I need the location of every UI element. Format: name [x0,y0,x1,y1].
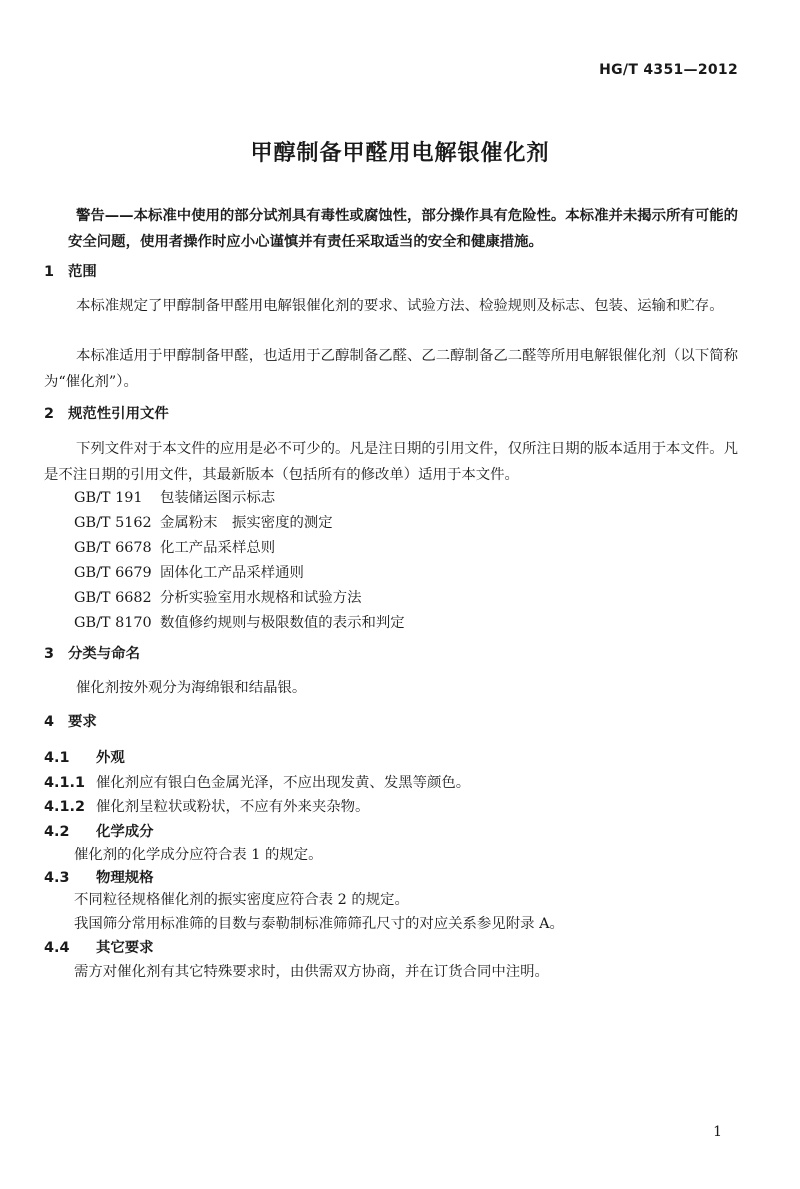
reference-code: GB/T 8170 [74,615,152,631]
clause-title: 外观 [96,750,125,766]
clause-text: 催化剂应有银白色金属光泽，不应出现发黄、发黑等颜色。 [96,775,471,791]
reference-title: 金属粉末 振实密度的测定 [160,515,333,531]
reference-item [74,611,405,632]
clause-number: 4.1 [44,750,70,766]
reference-code: GB/T 6682 [74,590,152,606]
reference-item [74,586,361,607]
reference-code: GB/T 6678 [74,540,152,556]
clause-text: 催化剂的化学成分应符合表 1 的规定。 [74,847,323,863]
paragraph-text: 本标准适用于甲醇制备甲醛，也适用于乙醇制备乙醛、乙二醇制备乙二醛等所用电解银催化剂（以下简称为“催化剂”）。 [44,348,738,390]
section-title: 要求 [68,714,97,730]
reference-title: 分析实验室用水规格和试验方法 [160,590,362,606]
section-number: 4 [44,714,55,730]
section-number: 1 [44,264,55,280]
clause-4-1-2 [44,795,738,816]
section-2-heading [44,402,738,423]
section-1-paragraph-1 [44,293,738,319]
safety-warning: 警告——本标准中使用的部分试剂具有毒性或腐蚀性，部分操作具有危险性。本标准并未揭示所有可能的安全问题，使用者操作时应小心谨慎并有责任采取适当的安全和健康措施。 [68,208,738,250]
clause-4-3-text-1 [74,888,738,909]
clause-4-3-text-2 [74,912,738,933]
reference-title: 化工产品采样总则 [160,540,276,556]
section-title: 分类与命名 [68,646,140,662]
reference-title: 数值修约规则与极限数值的表示和判定 [160,615,405,631]
reference-code: GB/T 6679 [74,565,152,581]
clause-4-2-text [74,843,738,864]
section-2-paragraph-1 [44,436,738,488]
clause-text: 我国筛分常用标准筛的目数与泰勒制标准筛筛孔尺寸的对应关系参见附录 A。 [74,916,564,932]
section-1-heading [44,260,738,281]
section-number: 2 [44,406,55,422]
clause-number: 4.2 [44,824,70,840]
clause-4-4-text [74,960,738,981]
reference-item [74,536,275,557]
clause-4-4 [44,936,738,957]
paragraph-text: 催化剂按外观分为海绵银和结晶银。 [76,680,307,696]
clause-4-2 [44,820,738,841]
clause-4-3 [44,866,738,887]
reference-item [74,486,275,507]
section-3-heading [44,642,738,663]
clause-number: 4.1.2 [44,799,85,815]
clause-number: 4.4 [44,940,70,956]
clause-text: 需方对催化剂有其它特殊要求时，由供需双方协商，并在订货合同中注明。 [74,964,549,980]
paragraph-text: 下列文件对于本文件的应用是必不可少的。凡是注日期的引用文件，仅所注日期的版本适用于本文件。凡是不注日期的引用文件，其最新版本（包括所有的修改单）适用于本文件。 [44,441,738,483]
section-number: 3 [44,646,55,662]
reference-code: GB/T 5162 [74,515,152,531]
reference-code: GB/T 191 [74,490,143,506]
section-1-paragraph-2 [44,343,738,395]
clause-4-1-1 [44,771,738,792]
page-number: 1 [713,1124,722,1140]
reference-item [74,561,304,582]
clause-text: 催化剂呈粒状或粉状，不应有外来夹杂物。 [96,799,370,815]
reference-title: 固体化工产品采样通则 [160,565,304,581]
section-4-heading [44,710,738,731]
section-title: 范围 [68,264,97,280]
clause-title: 物理规格 [96,870,154,886]
standard-code: HG/T 4351—2012 [599,62,738,78]
document-title: 甲醇制备甲醛用电解银催化剂 [250,141,550,166]
clause-title: 化学成分 [96,824,154,840]
section-title: 规范性引用文件 [68,406,169,422]
clause-4-1 [44,746,738,767]
section-3-paragraph-1 [44,675,738,701]
paragraph-text: 本标准规定了甲醇制备甲醛用电解银催化剂的要求、试验方法、检验规则及标志、包装、运输和贮存。 [76,298,724,314]
clause-number: 4.1.1 [44,775,85,791]
clause-text: 不同粒径规格催化剂的振实密度应符合表 2 的规定。 [74,892,409,908]
clause-title: 其它要求 [96,940,154,956]
reference-item [74,511,333,532]
clause-number: 4.3 [44,870,70,886]
reference-title: 包装储运图示标志 [160,490,276,506]
